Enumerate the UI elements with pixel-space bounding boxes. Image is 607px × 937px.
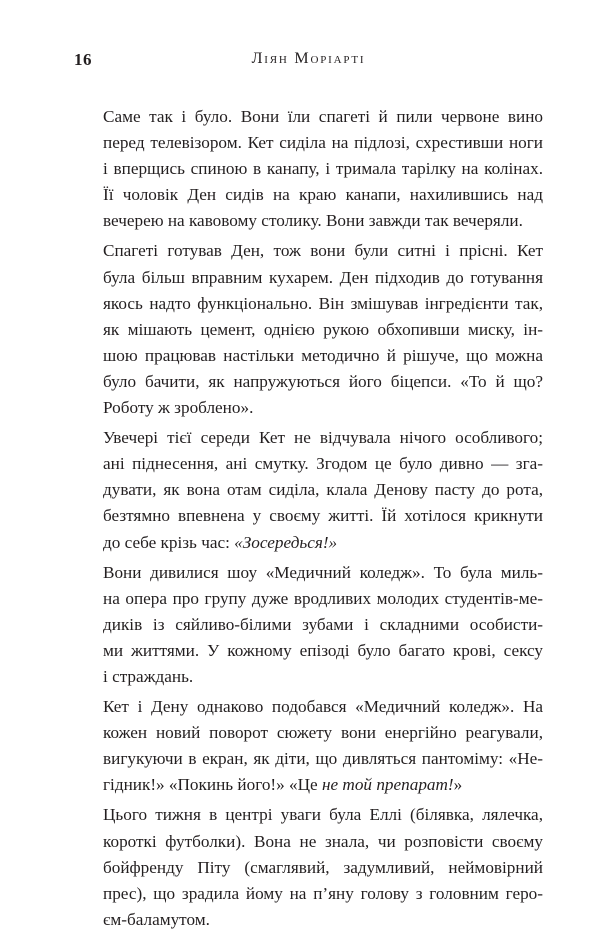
text-line: Вони дивилися шоу «Медичний коледж». То була миль- (103, 562, 543, 582)
text-line: ми життями. У кожному епізоді було багато крові, сексу (103, 640, 543, 660)
text-line: Роботу ж зроблено». (103, 398, 254, 418)
text-line: як мішають цемент, однією рукою обхопивши миску, ін- (103, 319, 543, 339)
text-line: Спагеті готував Ден, тож вони були ситні і прісні. Кет (103, 241, 543, 261)
text-segment: » (453, 775, 463, 795)
text-line: Цього тижня в центрі уваги була Еллі (білявка, лялечка, (103, 805, 543, 825)
text-line: була більш вправним кухарем. Ден підходив до готування (103, 267, 543, 287)
text-line-with-italic (74, 772, 543, 798)
paragraph (74, 425, 543, 555)
text-line: бойфренду Піту (смаглявий, задумливий, неймовірний (103, 857, 543, 877)
text-line: і вперщись спиною в канапу, і тримала тарілку на колінах. (103, 159, 543, 179)
italic-quote: «Зосередься!» (234, 532, 338, 552)
body-text (74, 104, 543, 937)
text-line: на опера про групу дуже вродливих молодих студентів-ме- (103, 588, 543, 608)
text-line: Кет і Дену однаково подобався «Медичний коледж». На (103, 697, 543, 717)
text-line: перед телевізором. Кет сиділа на підлозі, схрестивши ноги (103, 133, 543, 153)
text-line: вигукуючи в екран, як діти, що дивляться пантоміму: «Не- (103, 749, 543, 769)
text-line: Увечері тієї середи Кет не відчувала нічого особливого; (103, 428, 543, 448)
text-line: вечерею на кавовому столику. Вони завжди так вечеряли. (103, 211, 523, 231)
paragraph (74, 694, 543, 798)
paragraph (74, 238, 543, 421)
paragraph (74, 802, 543, 932)
text-line: ані піднесення, ані смутку. Згодом це було дивно — зга- (103, 454, 543, 474)
text-segment: до себе крізь час: (103, 532, 235, 552)
text-line: було бачити, як напружуються його біцепси. «То й що? (103, 371, 543, 391)
text-segment: гідник!» «Покинь його!» «Це (103, 775, 322, 795)
running-head-author: Ліян Моріарті (251, 50, 366, 67)
text-line: єм-баламутом. (103, 909, 210, 929)
paragraph (74, 560, 543, 690)
text-line: безтямно впевнена у своєму житті. Їй хотілося крикнути (103, 506, 543, 526)
text-line: диків із сяйливо-білими зубами і складними особисти- (103, 614, 543, 634)
text-line: і страждань. (103, 666, 194, 686)
text-line-with-italic (74, 530, 543, 556)
text-line: прес), що зрадила йому на п’яну голову з головним геро- (103, 883, 543, 903)
text-line: Саме так і було. Вони їли спагеті й пили червоне вино (103, 107, 543, 126)
text-line: короткі футболки). Вона не знала, чи розповісти своєму (103, 831, 543, 851)
page-number: 16 (74, 50, 92, 69)
italic-quote: не той препарат! (321, 775, 454, 795)
text-line: Її чоловік Ден сидів на краю канапи, нахилившись над (103, 185, 543, 205)
paragraph (74, 104, 543, 234)
text-line: кожен новий поворот сюжету вони енергійно реагували, (103, 723, 543, 743)
page-header (74, 50, 543, 74)
text-line: дувати, як вона отам сиділа, клала Денову пасту до рота, (103, 480, 543, 500)
text-line: якось надто функціонально. Він змішував інгредієнти так, (103, 293, 543, 313)
text-line: шою працював настільки методично й рішуче, що можна (103, 345, 543, 365)
